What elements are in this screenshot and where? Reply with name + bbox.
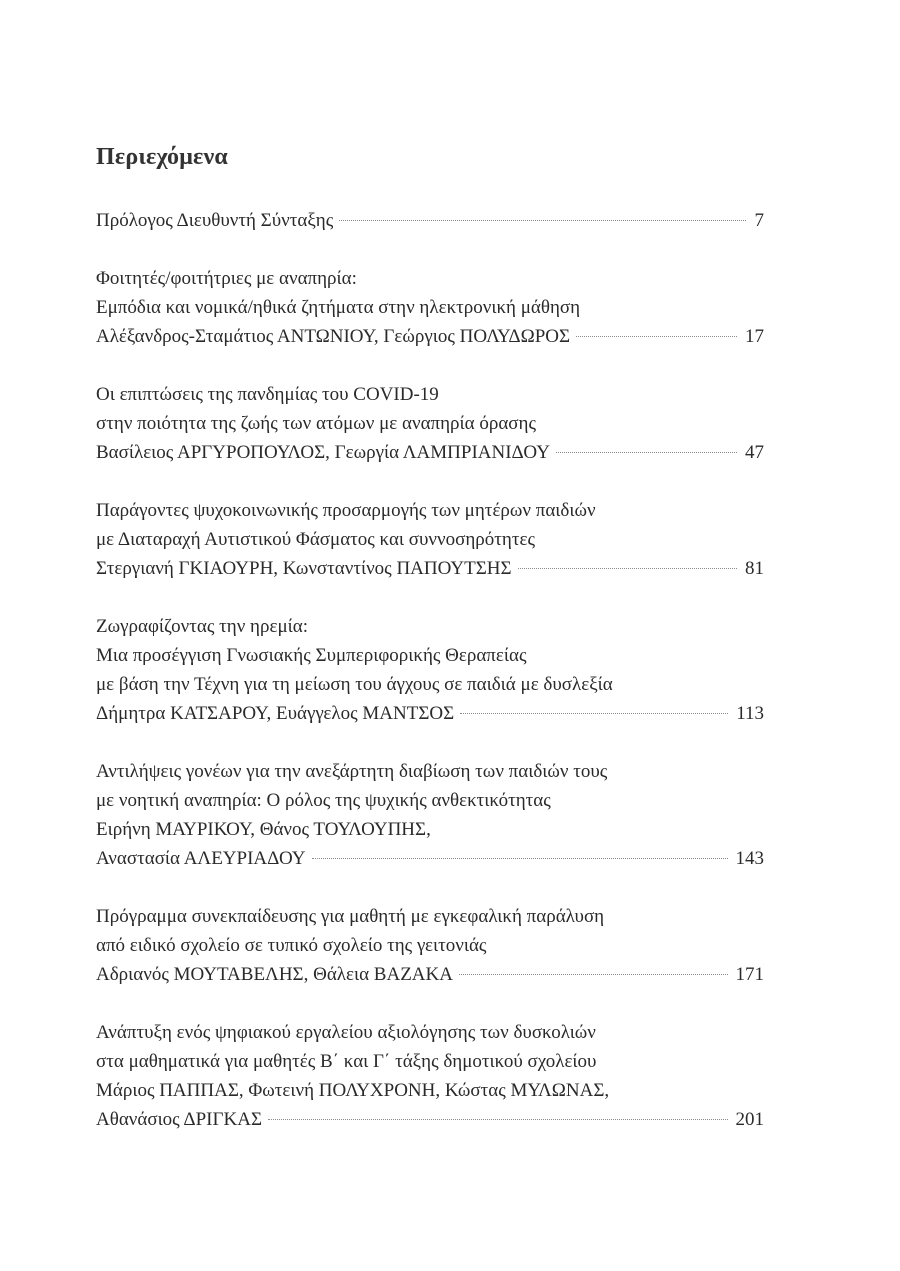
toc-entry-title-line: Ανάπτυξη ενός ψηφιακού εργαλείου αξιολόγησης των δυσκολιών	[96, 1022, 596, 1043]
toc-entry-title-line: Οι επιπτώσεις της πανδημίας του COVID-19	[96, 384, 439, 405]
toc-entry-authors: Αθανάσιος ΔΡΙΓΚΑΣ	[96, 1109, 262, 1130]
dot-leader	[518, 568, 737, 569]
toc-entry-title-line: Μάριος ΠΑΠΠΑΣ, Φωτεινή ΠΟΛΥΧΡΟΝΗ, Κώστας ΜΥΛΩΝΑΣ,	[96, 1080, 610, 1101]
dot-leader	[339, 220, 746, 221]
toc-entry[interactable]	[96, 206, 764, 235]
dot-leader	[459, 974, 728, 975]
dot-leader	[312, 858, 728, 859]
entry-gap	[96, 235, 764, 264]
toc-entries	[96, 206, 764, 1134]
toc-entry-title-line: με Διαταραχή Αυτιστικού Φάσματος και συννοσηρότητες	[96, 529, 535, 550]
toc-entry-author-line	[96, 554, 764, 583]
entry-gap	[96, 989, 764, 1018]
toc-entry-page-number: 17	[745, 326, 764, 347]
toc-entry[interactable]	[96, 902, 764, 989]
toc-entry-authors: Στεργιανή ΓΚΙΑΟΥΡΗ, Κωνσταντίνος ΠΑΠΟΥΤΣΗΣ	[96, 558, 512, 579]
toc-entry-title-line: Ειρήνη ΜΑΥΡΙΚΟΥ, Θάνος ΤΟΥΛΟΥΠΗΣ,	[96, 819, 431, 840]
entry-gap	[96, 728, 764, 757]
toc-entry-authors: Δήμητρα ΚΑΤΣΑΡΟΥ, Ευάγγελος ΜΑΝΤΣΟΣ	[96, 703, 455, 724]
entry-gap	[96, 873, 764, 902]
toc-entry[interactable]	[96, 380, 764, 467]
dot-leader	[460, 713, 728, 714]
entry-gap	[96, 467, 764, 496]
toc-entry[interactable]	[96, 1018, 764, 1134]
toc-entry-authors: Αναστασία ΑΛΕΥΡΙΑΔΟΥ	[96, 848, 306, 869]
entry-gap	[96, 351, 764, 380]
toc-entry-page-number: 47	[745, 442, 764, 463]
dot-leader	[576, 336, 737, 337]
toc-entry[interactable]	[96, 496, 764, 583]
toc-entry-author-line	[96, 322, 764, 351]
toc-entry-title-line: στα μαθηματικά για μαθητές Β΄ και Γ΄ τάξης δημοτικού σχολείου	[96, 1051, 597, 1072]
toc-entry-title-line: Αντιλήψεις γονέων για την ανεξάρτητη διαβίωση των παιδιών τους	[96, 761, 608, 782]
toc-entry-title-line: από ειδικό σχολείο σε τυπικό σχολείο της γειτονιάς	[96, 935, 487, 956]
toc-entry-author-line	[96, 960, 764, 989]
toc-entry-title-line: Παράγοντες ψυχοκοινωνικής προσαρμογής των μητέρων παιδιών	[96, 500, 596, 521]
page-title: Περιεχόμενα	[96, 144, 229, 170]
toc-entry-title-line: με νοητική αναπηρία: Ο ρόλος της ψυχικής ανθεκτικότητας	[96, 790, 551, 811]
toc-entry-title-line: Φοιτητές/φοιτήτριες με αναπηρία:	[96, 268, 357, 289]
toc-entry-page-number: 81	[745, 558, 764, 579]
toc-entry-authors: Πρόλογος Διευθυντή Σύνταξης	[96, 210, 334, 231]
toc-entry-authors: Αλέξανδρος-Σταμάτιος ΑΝΤΩΝΙΟΥ, Γεώργιος ΠΟΛΥΔΩΡΟΣ	[96, 326, 571, 347]
toc-entry-author-line	[96, 1105, 764, 1134]
toc-entry-title-line: Πρόγραμμα συνεκπαίδευσης για μαθητή με εγκεφαλική παράλυση	[96, 906, 605, 927]
toc-entry-author-line	[96, 206, 764, 235]
toc-entry-author-line	[96, 438, 764, 467]
toc-entry[interactable]	[96, 612, 764, 728]
toc-entry-authors: Αδριανός ΜΟΥΤΑΒΕΛΗΣ, Θάλεια ΒΑΖΑΚΑ	[96, 964, 453, 985]
toc-entry-page-number: 201	[735, 1109, 764, 1130]
toc-entry-page-number: 171	[735, 964, 764, 985]
toc-entry-page-number: 7	[754, 210, 764, 231]
entry-gap	[96, 583, 764, 612]
dot-leader	[268, 1119, 728, 1120]
toc-entry[interactable]	[96, 757, 764, 873]
toc-entry-title-line: Ζωγραφίζοντας την ηρεμία:	[96, 616, 308, 637]
toc-entry-title-line: στην ποιότητα της ζωής των ατόμων με αναπηρία όρασης	[96, 413, 536, 434]
toc-entry-title-line: Μια προσέγγιση Γνωσιακής Συμπεριφορικής Θεραπείας	[96, 645, 527, 666]
toc-entry-page-number: 143	[735, 848, 764, 869]
toc-entry[interactable]	[96, 264, 764, 351]
toc-entry-author-line	[96, 699, 764, 728]
toc-entry-author-line	[96, 844, 764, 873]
dot-leader	[556, 452, 737, 453]
toc-entry-title-line: με βάση την Τέχνη για τη μείωση του άγχους σε παιδιά με δυσλεξία	[96, 674, 613, 695]
toc-entry-page-number: 113	[736, 703, 764, 724]
toc-entry-authors: Βασίλειος ΑΡΓΥΡΟΠΟΥΛΟΣ, Γεωργία ΛΑΜΠΡΙΑΝΙΔΟΥ	[96, 442, 550, 463]
toc-entry-title-line: Εμπόδια και νομικά/ηθικά ζητήματα στην ηλεκτρονική μάθηση	[96, 297, 581, 318]
